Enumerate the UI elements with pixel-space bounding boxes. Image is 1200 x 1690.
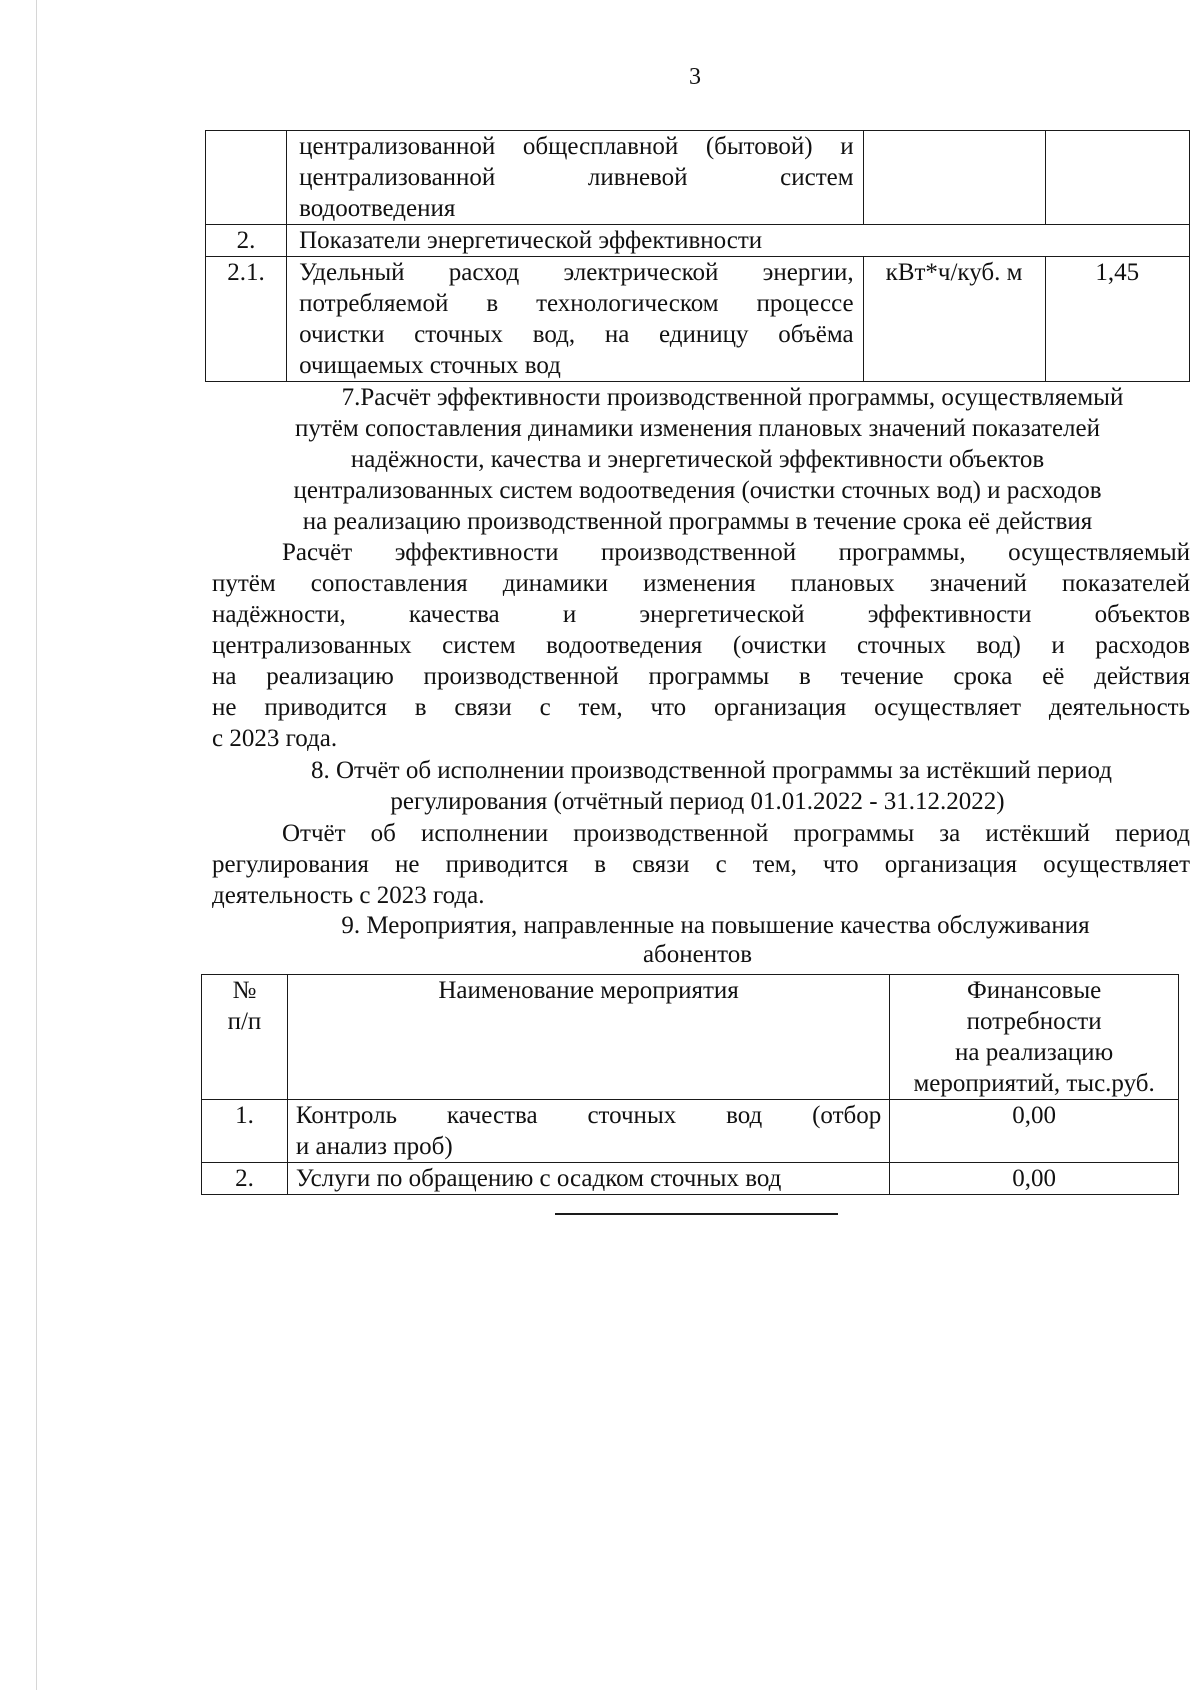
paragraph-line: Расчёт эффективности производственной программы, осуществляемый xyxy=(282,539,1190,566)
paragraph-line: централизованных систем водоотведения (очистки сточных вод) и расходов xyxy=(212,632,1190,659)
header-number-cell xyxy=(202,975,288,1100)
section-7-title xyxy=(205,382,1190,537)
name-line: потребляемой в технологическом процессе xyxy=(299,290,854,317)
header-name-cell: Наименование мероприятия xyxy=(287,975,889,1100)
title-line: на реализацию производственной программы в течение срока её действия xyxy=(302,508,1093,535)
value-cell xyxy=(1045,131,1189,225)
title-line: надёжности, качества и энергетической эффективности объектов xyxy=(350,446,1045,473)
unit-cell: кВт*ч/куб. м xyxy=(863,257,1045,382)
row-number-cell xyxy=(206,131,287,225)
name-line: Удельный расход электрической энергии, xyxy=(299,259,854,286)
indicator-name-cell xyxy=(287,131,864,225)
header-line: на реализацию xyxy=(955,1039,1114,1066)
finance-cell: 0,00 xyxy=(890,1100,1179,1163)
row-number-cell: 1. xyxy=(202,1100,288,1163)
indicators-table xyxy=(205,130,1190,382)
unit-cell xyxy=(863,131,1045,225)
title-line: 8. Отчёт об исполнении производственной программы за истёкший период xyxy=(311,757,1112,784)
finance-cell: 0,00 xyxy=(890,1163,1179,1195)
header-line: Финансовые xyxy=(966,977,1102,1004)
name-line: водоотведения xyxy=(299,195,456,222)
paragraph-line: регулирования не приводится в связи с тем, что организация осуществляет xyxy=(212,851,1190,878)
table-row xyxy=(202,1163,1179,1195)
row-number-cell: 2. xyxy=(202,1163,288,1195)
title-line: 9. Мероприятия, направленные на повышение качества обслуживания xyxy=(341,912,1090,939)
paragraph-line: с 2023 года. xyxy=(212,725,338,752)
paragraph-line: деятельность с 2023 года. xyxy=(212,882,485,909)
paragraph-line: Отчёт об исполнении производственной программы за истёкший период xyxy=(282,820,1190,847)
section-number-cell: 2. xyxy=(206,225,287,257)
table-row xyxy=(206,131,1190,225)
measure-name-cell xyxy=(287,1100,889,1163)
title-line: 7.Расчёт эффективности производственной программы, осуществляемый xyxy=(341,384,1124,411)
title-line: абонентов xyxy=(642,941,753,968)
header-line: № xyxy=(232,977,257,1004)
table-row xyxy=(206,257,1190,382)
name-line: централизованной ливневой систем xyxy=(299,164,854,191)
name-line: очистки сточных вод, на единицу объёма xyxy=(299,321,854,348)
name-line: централизованной общесплавной (бытовой) и xyxy=(299,133,854,160)
paragraph-line: путём сопоставления динамики изменения плановых значений показателей xyxy=(212,570,1190,597)
section-9-title xyxy=(205,910,1190,969)
name-line: очищаемых сточных вод xyxy=(299,352,561,379)
value-cell: 1,45 xyxy=(1045,257,1189,382)
page-number: 3 xyxy=(689,64,701,90)
measures-table xyxy=(201,974,1179,1195)
title-line: централизованных систем водоотведения (очистки сточных вод) и расходов xyxy=(293,477,1102,504)
measure-name-cell: Услуги по обращению с осадком сточных вод xyxy=(287,1163,889,1195)
section-7-paragraph xyxy=(212,537,1190,754)
section-name-cell: Показатели энергетической эффективности xyxy=(287,225,1190,257)
section-8-title xyxy=(205,755,1190,817)
table-header-row xyxy=(202,975,1179,1100)
page-binding-line xyxy=(36,0,37,1690)
indicator-name-cell xyxy=(287,257,864,382)
name-line: Контроль качества сточных вод (отбор xyxy=(295,1102,882,1129)
header-finance-cell xyxy=(890,975,1179,1100)
table-row xyxy=(202,1100,1179,1163)
paragraph-line: надёжности, качества и энергетической эффективности объектов xyxy=(212,601,1190,628)
paragraph-line: на реализацию производственной программы в течение срока её действия xyxy=(212,663,1190,690)
row-number-cell: 2.1. xyxy=(206,257,287,382)
paragraph-line: не приводится в связи с тем, что организация осуществляет деятельность xyxy=(212,694,1190,721)
name-line: и анализ проб) xyxy=(295,1133,453,1160)
title-line: регулирования (отчётный период 01.01.2022 - 31.12.2022) xyxy=(390,788,1005,815)
header-line: потребности xyxy=(966,1008,1102,1035)
closing-separator-line xyxy=(555,1213,838,1215)
title-line: путём сопоставления динамики изменения плановых значений показателей xyxy=(294,415,1101,442)
header-line: п/п xyxy=(227,1008,262,1035)
table-section-row xyxy=(206,225,1190,257)
header-line: мероприятий, тыс.руб. xyxy=(913,1070,1155,1097)
section-8-paragraph xyxy=(212,818,1190,911)
